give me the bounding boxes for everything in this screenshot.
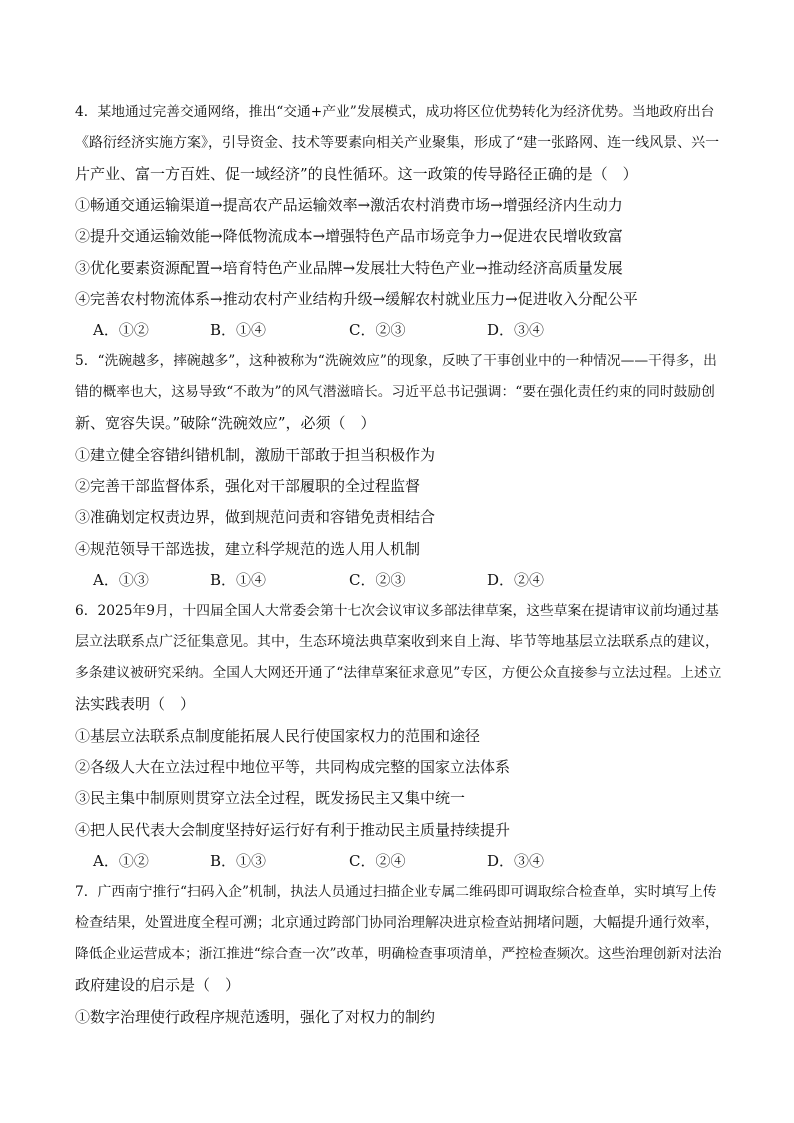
q7-stem-line-4: 政府建设的启示是（ ） [75,976,241,994]
q5-option-4: ④规范领导干部选拔，建立科学规范的选人用人机制 [75,540,421,558]
q5-stem-line-1: 5．“洗碗越多，摔碗越多”，这种被称为“洗碗效应”的现象，反映了干事创业中的一种情况——干得多，出 [75,353,717,369]
q4-stem-line-1: 4．某地通过完善交通网络，推出“交通+产业”发展模式，成功将区位优势转化为经济优势。当地政府出台 [75,104,715,120]
q4-choice-b: B．①④ [210,321,267,339]
q6-choice-b: B．①③ [210,852,267,870]
q4-stem-line-2: 《路衍经济实施方案》，引导资金、技术等要素向相关产业聚集，形成了“建一张路网、连一线风景、兴一 [75,135,720,151]
q4-stem-line-3: 片产业、富一方百姓、促一域经济”的良性循环。这一政策的传导路径正确的是（ ） [75,165,638,183]
q4-choice-c: C．②③ [349,321,406,339]
q5-option-1: ①建立健全容错纠错机制，激励干部敢于担当积极作为 [75,446,436,464]
q5-stem-line-3: 新、宽容失误。”破除“洗碗效应”，必须（ ） [75,414,376,432]
q6-stem-line-2: 层立法联系点广泛征集意见。其中，生态环境法典草案收到来自上海、毕节等地基层立法联系点的建议， [75,634,719,650]
q5-choice-a: A．①③ [93,571,149,589]
q6-choice-d: D．③④ [487,852,545,870]
q4-option-4: ④完善农村物流体系→推动农村产业结构升级→缓解农村就业压力→促进收入分配公平 [75,290,638,308]
q5-stem-line-2: 错的概率也大，这易导致“不敢为”的风气潜滋暗长。习近平总书记强调：“要在强化责任约束的同时鼓励创 [75,384,715,400]
q6-option-1: ①基层立法联系点制度能拓展人民行使国家权力的范围和途径 [75,727,481,745]
q5-choice-c: C．②③ [349,571,406,589]
q5-choices [93,570,693,590]
q5-choice-b: B．①④ [210,571,267,589]
q5-choice-d: D．②④ [487,571,545,589]
q6-stem-line-4: 法实践表明（ ） [75,695,196,713]
q6-option-3: ③民主集中制原则贯穿立法全过程，既发扬民主又集中统一 [75,789,466,807]
q6-option-2: ②各级人大在立法过程中地位平等，共同构成完整的国家立法体系 [75,758,511,776]
q4-choice-d: D．③④ [487,321,545,339]
q6-stem-line-1: 6．2025年9月，十四届全国人大常委会第十七次会议审议多部法律草案，这些草案在提请审议前均通过基 [75,603,719,619]
q6-choices [93,851,693,871]
q7-option-1: ①数字治理使行政程序规范透明，强化了对权力的制约 [75,1008,436,1026]
q6-option-4: ④把人民代表大会制度坚持好运行好有利于推动民主质量持续提升 [75,821,511,839]
q5-option-3: ③准确划定权责边界，做到规范问责和容错免责相结合 [75,508,436,526]
q7-stem-line-3: 降低企业运营成本；浙江推进“综合查一次”改革，明确检查事项清单，严控检查频次。这些治理创新对法治 [75,946,722,962]
q6-choice-c: C．②④ [349,852,406,870]
q4-choice-a: A．①② [93,321,149,339]
q7-stem-line-1: 7．广西南宁推行“扫码入企”机制，执法人员通过扫描企业专属二维码即可调取综合检查单，实时填写上传 [75,884,717,900]
q4-option-2: ②提升交通运输效能→降低物流成本→增强特色产品市场竞争力→促进农民增收致富 [75,227,623,245]
q4-option-3: ③优化要素资源配置→培育特色产业品牌→发展壮大特色产业→推动经济高质量发展 [75,259,623,277]
q4-option-1: ①畅通交通运输渠道→提高农产品运输效率→激活农村消费市场→增强经济内生动力 [75,196,623,214]
q7-stem-line-2: 检查结果，处置进度全程可溯；北京通过跨部门协同治理解决进京检查站拥堵问题，大幅提升通行效率， [75,915,719,931]
q5-option-2: ②完善干部监督体系，强化对干部履职的全过程监督 [75,477,421,495]
q4-choices [93,320,693,340]
q6-choice-a: A．①② [93,852,149,870]
q6-stem-line-3: 多条建议被研究采纳。全国人大网还开通了“法律草案征求意见”专区，方便公众直接参与立法过程。上述立 [75,665,722,681]
